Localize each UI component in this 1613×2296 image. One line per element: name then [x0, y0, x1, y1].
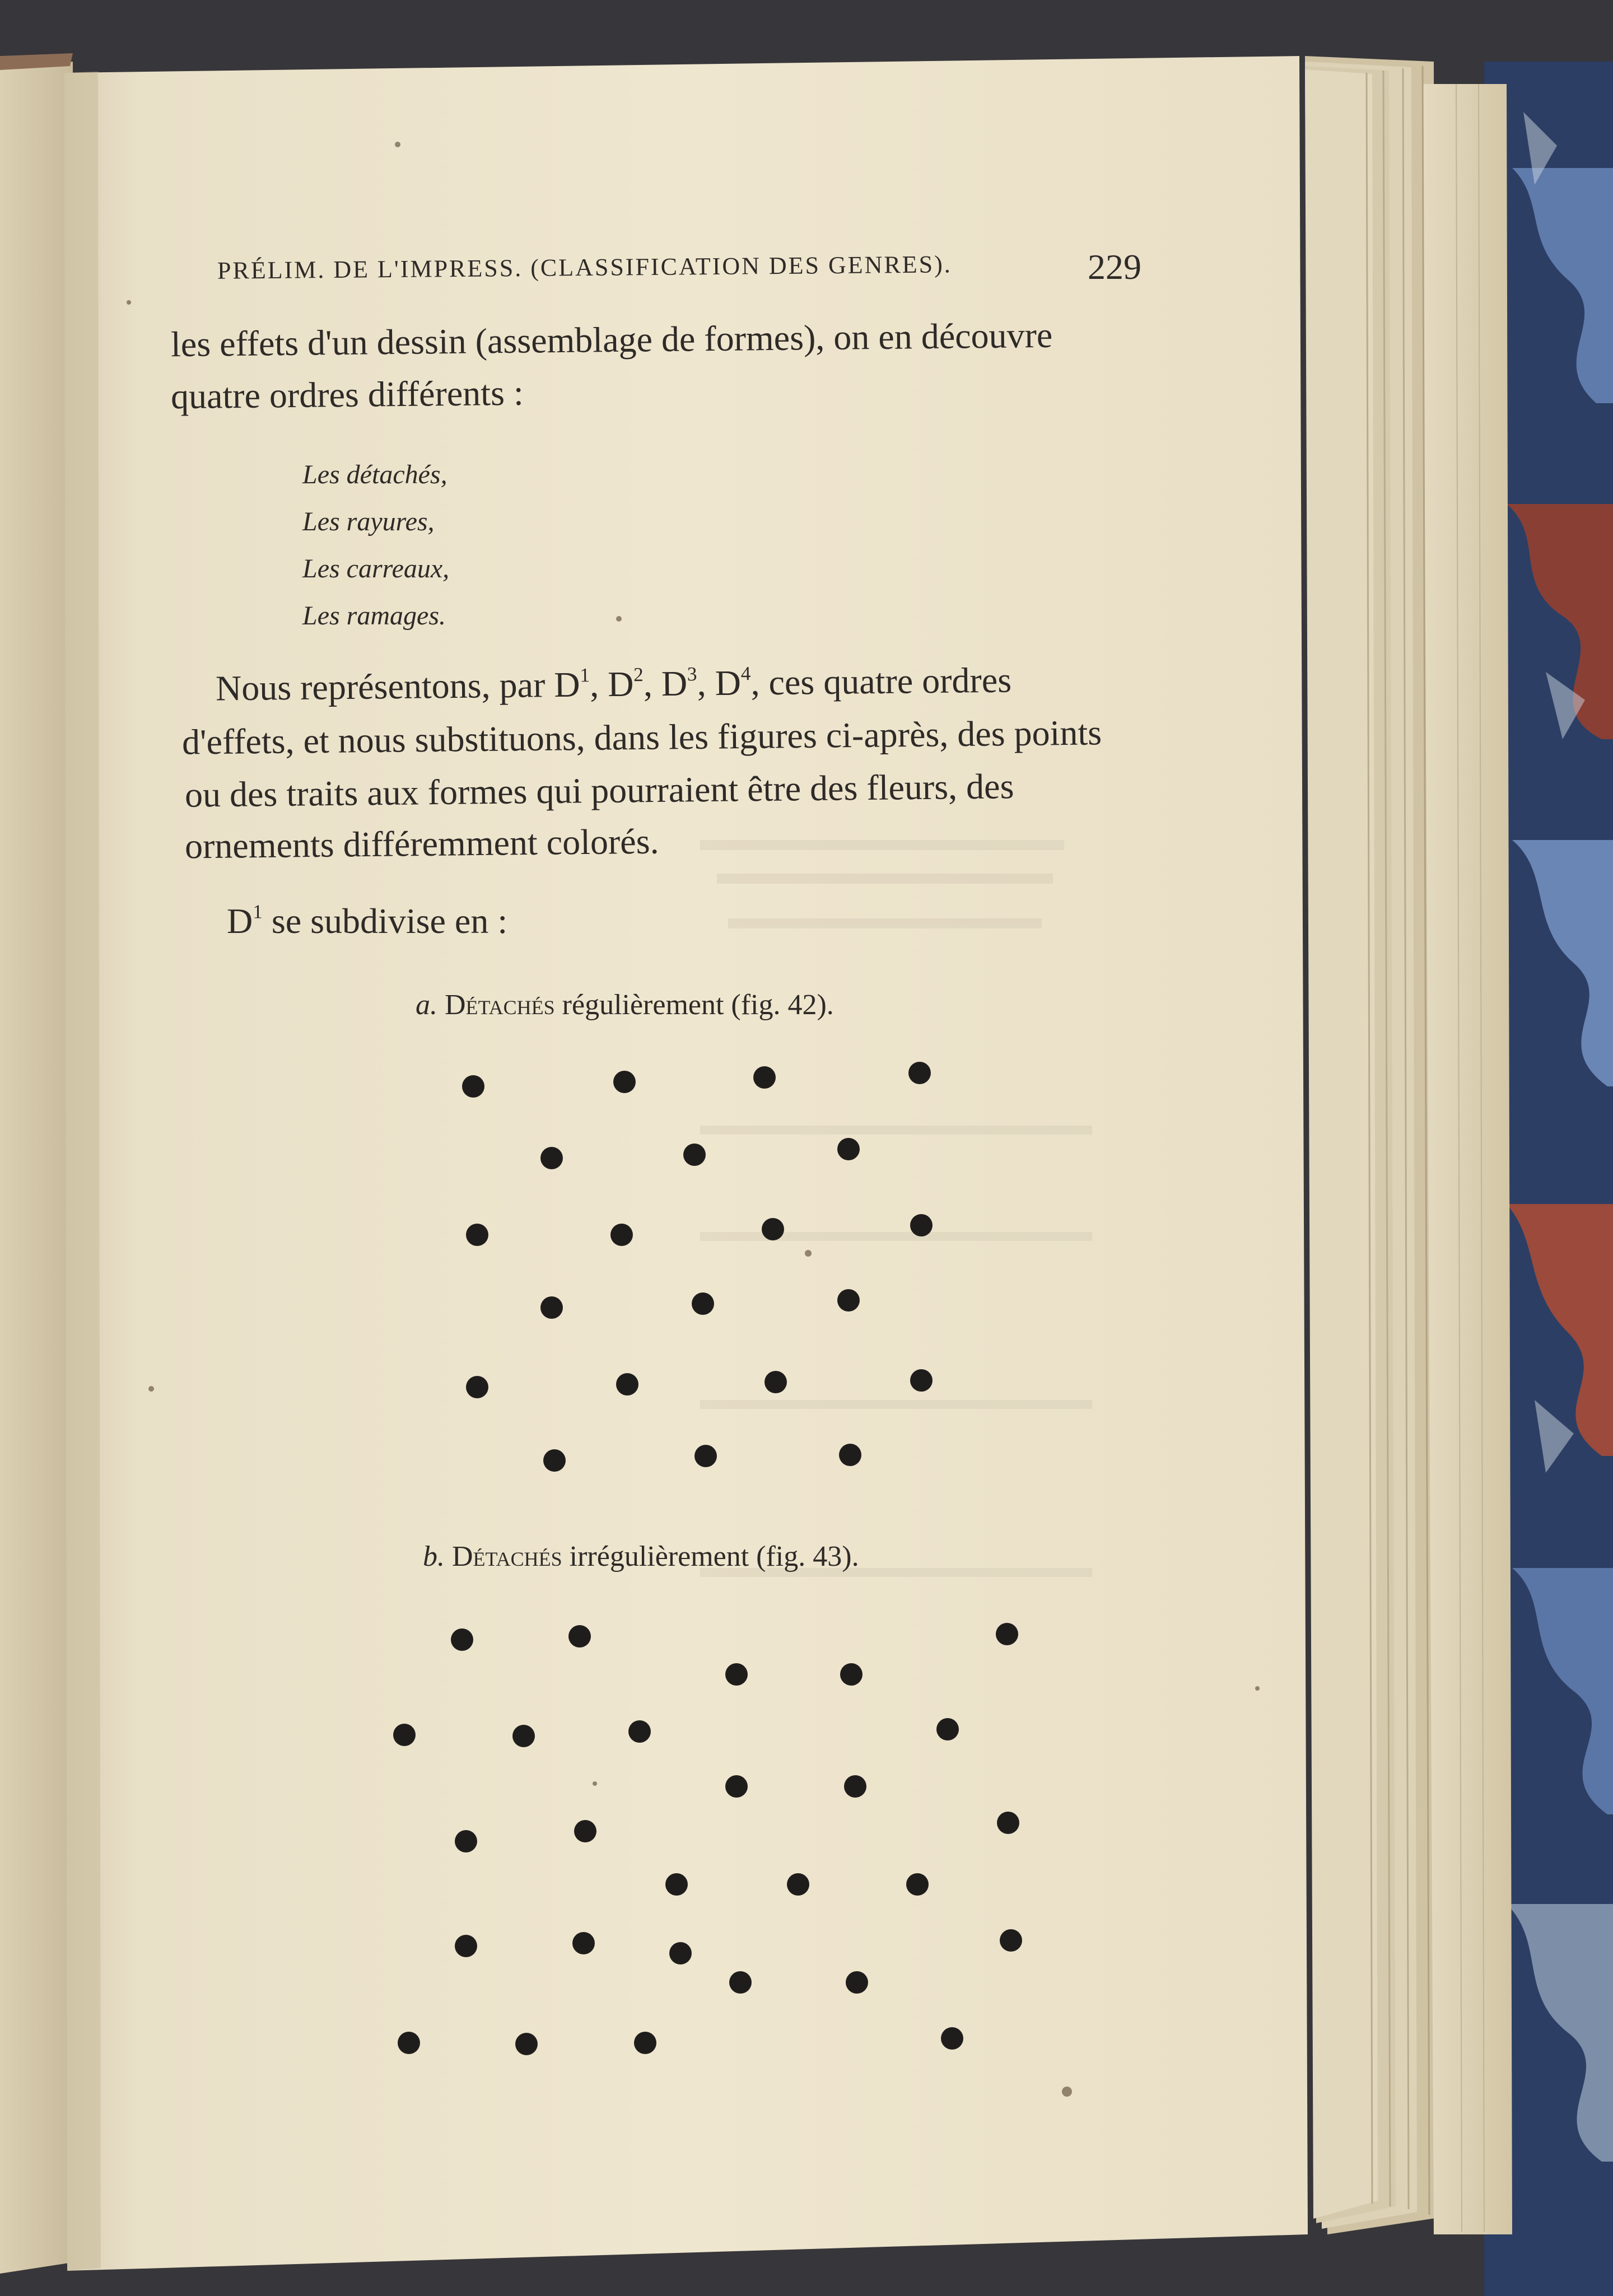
list-item-detaches: Les détachés, — [302, 460, 447, 489]
intro-line-2: quatre ordres différents : — [170, 372, 524, 417]
subdivision-line: $D^1$ se subdivise en : — [227, 900, 508, 941]
para-line-4: ornements différemment colorés. — [184, 821, 659, 866]
list-item-rayures: Les rayures, — [302, 507, 435, 536]
page-number: 229 — [1088, 247, 1141, 287]
running-head: PRÉLIM. DE L'IMPRESS. (CLASSIFICATION DES GENRES). — [217, 250, 953, 284]
intro-line-1: les effets d'un dessin (assemblage de formes), on en découvre — [170, 315, 1053, 365]
list-item-ramages: Les ramages. — [302, 601, 446, 631]
para-line-2: d'effets, et nous substituons, dans les figures ci-après, des points — [181, 712, 1102, 762]
list-item-carreaux: Les carreaux, — [302, 554, 450, 584]
figure-43-caption: b. Détachés irrégulièrement (fig. 43). — [423, 1541, 859, 1572]
para-line-1: Nous représentons, par $D^1$, $D^2$, $D^3$, $D^4$, ces quatre ordres — [215, 660, 1012, 708]
para-line-3: ou des traits aux formes qui pourraient être des fleurs, des — [184, 766, 1014, 815]
figure-42-caption: a. Détachés régulièrement (fig. 42). — [416, 989, 834, 1021]
